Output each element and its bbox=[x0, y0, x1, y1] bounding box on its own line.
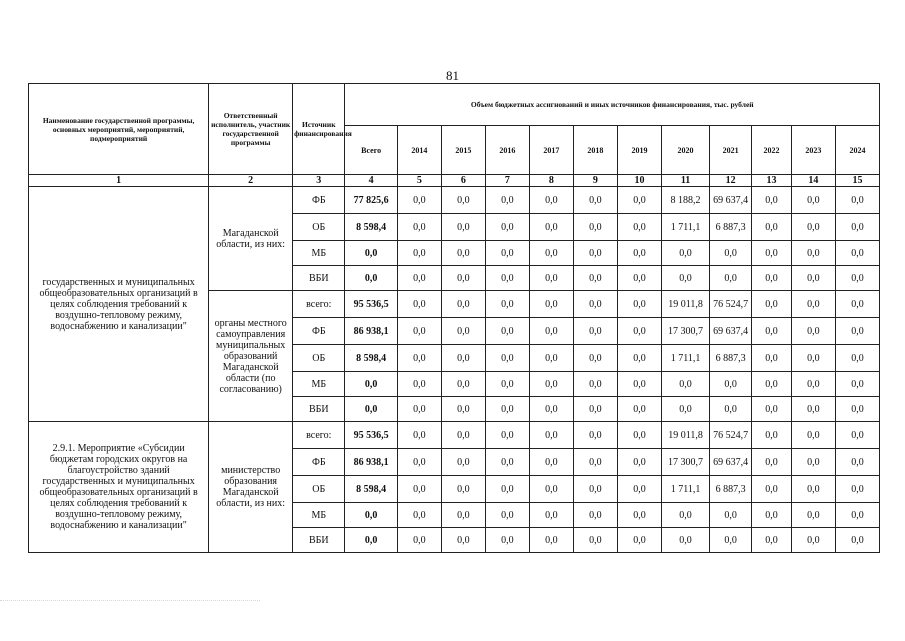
year-value-cell: 6 887,3 bbox=[710, 345, 752, 372]
program-name-cell: 2.9.1. Мероприятие «Субсидии бюджетам городских округов на благоустройство зданий государственных и муниципальных общеобразовательных организаций в целях соблюдения требований к воздушно-тепловому режиму, водоснабжению и канализации" bbox=[29, 422, 209, 553]
year-value-cell: 0,0 bbox=[617, 187, 661, 214]
year-value-cell: 0,0 bbox=[710, 528, 752, 553]
year-value-cell: 0,0 bbox=[485, 422, 529, 449]
year-value-cell: 0,0 bbox=[661, 372, 709, 397]
header-year: 2021 bbox=[710, 126, 752, 175]
year-value-cell: 0,0 bbox=[752, 187, 792, 214]
total-cell: 0,0 bbox=[345, 397, 397, 422]
year-value-cell: 0,0 bbox=[485, 291, 529, 318]
year-value-cell: 0,0 bbox=[441, 291, 485, 318]
year-value-cell: 0,0 bbox=[752, 503, 792, 528]
year-value-cell: 0,0 bbox=[617, 345, 661, 372]
header-year: 2023 bbox=[791, 126, 835, 175]
column-number: 14 bbox=[791, 175, 835, 187]
year-value-cell: 0,0 bbox=[617, 449, 661, 476]
year-value-cell: 6 887,3 bbox=[710, 476, 752, 503]
year-value-cell: 76 524,7 bbox=[710, 291, 752, 318]
year-value-cell: 0,0 bbox=[791, 503, 835, 528]
table-header bbox=[29, 84, 880, 175]
header-year: 2019 bbox=[617, 126, 661, 175]
year-value-cell: 0,0 bbox=[835, 422, 879, 449]
year-value-cell: 0,0 bbox=[617, 214, 661, 241]
year-value-cell: 0,0 bbox=[752, 214, 792, 241]
year-value-cell: 0,0 bbox=[752, 266, 792, 291]
column-number: 5 bbox=[397, 175, 441, 187]
year-value-cell: 19 011,8 bbox=[661, 291, 709, 318]
column-number: 2 bbox=[209, 175, 293, 187]
header-year: 2014 bbox=[397, 126, 441, 175]
source-cell: МБ bbox=[293, 241, 345, 266]
year-value-cell: 0,0 bbox=[835, 528, 879, 553]
year-value-cell: 0,0 bbox=[617, 503, 661, 528]
year-value-cell: 0,0 bbox=[835, 291, 879, 318]
year-value-cell: 0,0 bbox=[573, 318, 617, 345]
column-number: 10 bbox=[617, 175, 661, 187]
year-value-cell: 0,0 bbox=[397, 449, 441, 476]
header-year: 2017 bbox=[529, 126, 573, 175]
year-value-cell: 0,0 bbox=[397, 266, 441, 291]
year-value-cell: 0,0 bbox=[835, 187, 879, 214]
year-value-cell: 0,0 bbox=[617, 372, 661, 397]
year-value-cell: 0,0 bbox=[573, 345, 617, 372]
column-number: 1 bbox=[29, 175, 209, 187]
source-cell: всего: bbox=[293, 422, 345, 449]
column-number: 7 bbox=[485, 175, 529, 187]
year-value-cell: 0,0 bbox=[529, 291, 573, 318]
year-value-cell: 0,0 bbox=[710, 503, 752, 528]
executor-cell: органы местного самоуправления муниципальных образований Магаданской области (по согласованию) bbox=[209, 291, 293, 422]
year-value-cell: 17 300,7 bbox=[661, 449, 709, 476]
year-value-cell: 0,0 bbox=[752, 291, 792, 318]
total-cell: 8 598,4 bbox=[345, 345, 397, 372]
total-cell: 86 938,1 bbox=[345, 449, 397, 476]
year-value-cell: 69 637,4 bbox=[710, 318, 752, 345]
year-value-cell: 0,0 bbox=[835, 372, 879, 397]
year-value-cell: 0,0 bbox=[485, 476, 529, 503]
year-value-cell: 0,0 bbox=[529, 528, 573, 553]
year-value-cell: 0,0 bbox=[441, 241, 485, 266]
column-number: 6 bbox=[441, 175, 485, 187]
source-cell: ВБИ bbox=[293, 528, 345, 553]
year-value-cell: 0,0 bbox=[529, 422, 573, 449]
year-value-cell: 1 711,1 bbox=[661, 214, 709, 241]
year-value-cell: 0,0 bbox=[617, 397, 661, 422]
year-value-cell: 0,0 bbox=[397, 372, 441, 397]
column-number: 12 bbox=[710, 175, 752, 187]
year-value-cell: 0,0 bbox=[835, 449, 879, 476]
year-value-cell: 0,0 bbox=[710, 372, 752, 397]
source-cell: ВБИ bbox=[293, 397, 345, 422]
year-value-cell: 0,0 bbox=[529, 476, 573, 503]
year-value-cell: 0,0 bbox=[529, 345, 573, 372]
year-value-cell: 0,0 bbox=[791, 397, 835, 422]
year-value-cell: 0,0 bbox=[835, 214, 879, 241]
year-value-cell: 0,0 bbox=[835, 266, 879, 291]
year-value-cell: 69 637,4 bbox=[710, 449, 752, 476]
year-value-cell: 0,0 bbox=[397, 345, 441, 372]
year-value-cell: 0,0 bbox=[617, 266, 661, 291]
year-value-cell: 0,0 bbox=[397, 214, 441, 241]
year-value-cell: 0,0 bbox=[397, 422, 441, 449]
year-value-cell: 0,0 bbox=[791, 291, 835, 318]
header-total: Всего bbox=[345, 126, 397, 175]
year-value-cell: 0,0 bbox=[397, 241, 441, 266]
year-value-cell: 0,0 bbox=[441, 372, 485, 397]
year-value-cell: 0,0 bbox=[752, 449, 792, 476]
year-value-cell: 0,0 bbox=[573, 397, 617, 422]
total-cell: 0,0 bbox=[345, 241, 397, 266]
year-value-cell: 1 711,1 bbox=[661, 345, 709, 372]
year-value-cell: 6 887,3 bbox=[710, 214, 752, 241]
year-value-cell: 0,0 bbox=[791, 422, 835, 449]
year-value-cell: 8 188,2 bbox=[661, 187, 709, 214]
year-value-cell: 0,0 bbox=[485, 345, 529, 372]
year-value-cell: 0,0 bbox=[573, 476, 617, 503]
year-value-cell: 0,0 bbox=[441, 422, 485, 449]
year-value-cell: 69 637,4 bbox=[710, 187, 752, 214]
year-value-cell: 0,0 bbox=[529, 449, 573, 476]
year-value-cell: 0,0 bbox=[397, 503, 441, 528]
table-body bbox=[29, 175, 880, 553]
header-year: 2024 bbox=[835, 126, 879, 175]
year-value-cell: 0,0 bbox=[441, 266, 485, 291]
year-value-cell: 0,0 bbox=[573, 291, 617, 318]
year-value-cell: 0,0 bbox=[397, 187, 441, 214]
year-value-cell: 0,0 bbox=[485, 528, 529, 553]
year-value-cell: 0,0 bbox=[752, 476, 792, 503]
year-value-cell: 0,0 bbox=[529, 214, 573, 241]
source-cell: всего: bbox=[293, 291, 345, 318]
year-value-cell: 0,0 bbox=[529, 318, 573, 345]
header-year: 2016 bbox=[485, 126, 529, 175]
year-value-cell: 0,0 bbox=[752, 241, 792, 266]
year-value-cell: 0,0 bbox=[441, 397, 485, 422]
year-value-cell: 0,0 bbox=[573, 372, 617, 397]
year-value-cell: 0,0 bbox=[397, 291, 441, 318]
year-value-cell: 0,0 bbox=[441, 318, 485, 345]
total-cell: 0,0 bbox=[345, 528, 397, 553]
year-value-cell: 0,0 bbox=[752, 318, 792, 345]
year-value-cell: 0,0 bbox=[441, 476, 485, 503]
total-cell: 8 598,4 bbox=[345, 214, 397, 241]
year-value-cell: 0,0 bbox=[791, 266, 835, 291]
year-value-cell: 0,0 bbox=[661, 503, 709, 528]
source-cell: ОБ bbox=[293, 345, 345, 372]
year-value-cell: 0,0 bbox=[791, 318, 835, 345]
year-value-cell: 0,0 bbox=[752, 397, 792, 422]
year-value-cell: 0,0 bbox=[485, 318, 529, 345]
year-value-cell: 0,0 bbox=[791, 476, 835, 503]
year-value-cell: 0,0 bbox=[791, 187, 835, 214]
year-value-cell: 0,0 bbox=[529, 187, 573, 214]
year-value-cell: 0,0 bbox=[661, 241, 709, 266]
year-value-cell: 0,0 bbox=[529, 266, 573, 291]
source-cell: МБ bbox=[293, 372, 345, 397]
year-value-cell: 0,0 bbox=[573, 449, 617, 476]
year-value-cell: 0,0 bbox=[485, 241, 529, 266]
year-value-cell: 0,0 bbox=[485, 214, 529, 241]
source-cell: ОБ bbox=[293, 214, 345, 241]
source-cell: ВБИ bbox=[293, 266, 345, 291]
year-value-cell: 0,0 bbox=[397, 476, 441, 503]
year-value-cell: 0,0 bbox=[485, 397, 529, 422]
source-cell: ФБ bbox=[293, 449, 345, 476]
header-year: 2015 bbox=[441, 126, 485, 175]
table-row bbox=[29, 422, 880, 449]
year-value-cell: 76 524,7 bbox=[710, 422, 752, 449]
source-cell: МБ bbox=[293, 503, 345, 528]
executor-cell: министерство образования Магаданской области, из них: bbox=[209, 422, 293, 553]
year-value-cell: 0,0 bbox=[752, 345, 792, 372]
year-value-cell: 0,0 bbox=[397, 397, 441, 422]
year-value-cell: 0,0 bbox=[441, 345, 485, 372]
column-number: 4 bbox=[345, 175, 397, 187]
year-value-cell: 0,0 bbox=[835, 318, 879, 345]
column-number-row bbox=[29, 175, 880, 187]
year-value-cell: 0,0 bbox=[617, 476, 661, 503]
total-cell: 95 536,5 bbox=[345, 291, 397, 318]
source-cell: ФБ bbox=[293, 187, 345, 214]
year-value-cell: 0,0 bbox=[573, 214, 617, 241]
year-value-cell: 0,0 bbox=[441, 503, 485, 528]
year-value-cell: 19 011,8 bbox=[661, 422, 709, 449]
total-cell: 0,0 bbox=[345, 503, 397, 528]
year-value-cell: 0,0 bbox=[573, 241, 617, 266]
year-value-cell: 0,0 bbox=[529, 503, 573, 528]
year-value-cell: 0,0 bbox=[485, 503, 529, 528]
table-row bbox=[29, 187, 880, 214]
year-value-cell: 0,0 bbox=[397, 528, 441, 553]
year-value-cell: 0,0 bbox=[573, 187, 617, 214]
header-executor: Ответственный исполнитель, участник государственной программы bbox=[209, 84, 293, 175]
column-number: 9 bbox=[573, 175, 617, 187]
column-number: 8 bbox=[529, 175, 573, 187]
year-value-cell: 0,0 bbox=[791, 449, 835, 476]
year-value-cell: 0,0 bbox=[441, 187, 485, 214]
year-value-cell: 0,0 bbox=[441, 449, 485, 476]
total-cell: 95 536,5 bbox=[345, 422, 397, 449]
year-value-cell: 0,0 bbox=[791, 372, 835, 397]
header-year: 2020 bbox=[661, 126, 709, 175]
year-value-cell: 0,0 bbox=[485, 449, 529, 476]
total-cell: 0,0 bbox=[345, 372, 397, 397]
column-number: 15 bbox=[835, 175, 879, 187]
year-value-cell: 0,0 bbox=[617, 318, 661, 345]
year-value-cell: 0,0 bbox=[791, 214, 835, 241]
year-value-cell: 0,0 bbox=[617, 291, 661, 318]
total-cell: 0,0 bbox=[345, 266, 397, 291]
year-value-cell: 0,0 bbox=[397, 318, 441, 345]
year-value-cell: 0,0 bbox=[752, 528, 792, 553]
year-value-cell: 0,0 bbox=[752, 422, 792, 449]
year-value-cell: 0,0 bbox=[529, 397, 573, 422]
column-number: 13 bbox=[752, 175, 792, 187]
year-value-cell: 0,0 bbox=[529, 241, 573, 266]
year-value-cell: 17 300,7 bbox=[661, 318, 709, 345]
year-value-cell: 0,0 bbox=[752, 372, 792, 397]
year-value-cell: 0,0 bbox=[573, 528, 617, 553]
year-value-cell: 0,0 bbox=[661, 397, 709, 422]
header-year: 2022 bbox=[752, 126, 792, 175]
source-cell: ФБ bbox=[293, 318, 345, 345]
total-cell: 86 938,1 bbox=[345, 318, 397, 345]
year-value-cell: 0,0 bbox=[617, 528, 661, 553]
year-value-cell: 0,0 bbox=[710, 266, 752, 291]
year-value-cell: 0,0 bbox=[529, 372, 573, 397]
year-value-cell: 0,0 bbox=[835, 241, 879, 266]
year-value-cell: 0,0 bbox=[710, 241, 752, 266]
year-value-cell: 0,0 bbox=[485, 266, 529, 291]
year-value-cell: 0,0 bbox=[573, 503, 617, 528]
year-value-cell: 0,0 bbox=[835, 476, 879, 503]
year-value-cell: 0,0 bbox=[573, 422, 617, 449]
year-value-cell: 0,0 bbox=[791, 345, 835, 372]
header-source: Источник финансирования bbox=[293, 84, 345, 175]
header-program-name: Наименование государственной программы, основных мероприятий, мероприятий, подмероприятий bbox=[29, 84, 209, 175]
total-cell: 77 825,6 bbox=[345, 187, 397, 214]
column-number: 11 bbox=[661, 175, 709, 187]
scan-margin bbox=[0, 600, 260, 641]
year-value-cell: 0,0 bbox=[617, 422, 661, 449]
column-number: 3 bbox=[293, 175, 345, 187]
page-number: 81 bbox=[446, 68, 459, 83]
year-value-cell: 1 711,1 bbox=[661, 476, 709, 503]
year-value-cell: 0,0 bbox=[791, 241, 835, 266]
total-cell: 8 598,4 bbox=[345, 476, 397, 503]
program-name-cell: государственных и муниципальных общеобразовательных организаций в целях соблюдения требований к воздушно-тепловому режиму, водоснабжению и канализации" bbox=[29, 187, 209, 422]
year-value-cell: 0,0 bbox=[710, 397, 752, 422]
year-value-cell: 0,0 bbox=[791, 528, 835, 553]
header-year: 2018 bbox=[573, 126, 617, 175]
year-value-cell: 0,0 bbox=[835, 503, 879, 528]
year-value-cell: 0,0 bbox=[661, 266, 709, 291]
year-value-cell: 0,0 bbox=[661, 528, 709, 553]
year-value-cell: 0,0 bbox=[485, 187, 529, 214]
year-value-cell: 0,0 bbox=[441, 528, 485, 553]
year-value-cell: 0,0 bbox=[617, 241, 661, 266]
year-value-cell: 0,0 bbox=[835, 397, 879, 422]
budget-table bbox=[28, 83, 880, 553]
year-value-cell: 0,0 bbox=[835, 345, 879, 372]
source-cell: ОБ bbox=[293, 476, 345, 503]
header-volume: Объем бюджетных ассигнований и иных источников финансирования, тыс. рублей bbox=[345, 84, 880, 126]
year-value-cell: 0,0 bbox=[573, 266, 617, 291]
executor-cell: Магаданской области, из них: bbox=[209, 187, 293, 291]
year-value-cell: 0,0 bbox=[485, 372, 529, 397]
year-value-cell: 0,0 bbox=[441, 214, 485, 241]
